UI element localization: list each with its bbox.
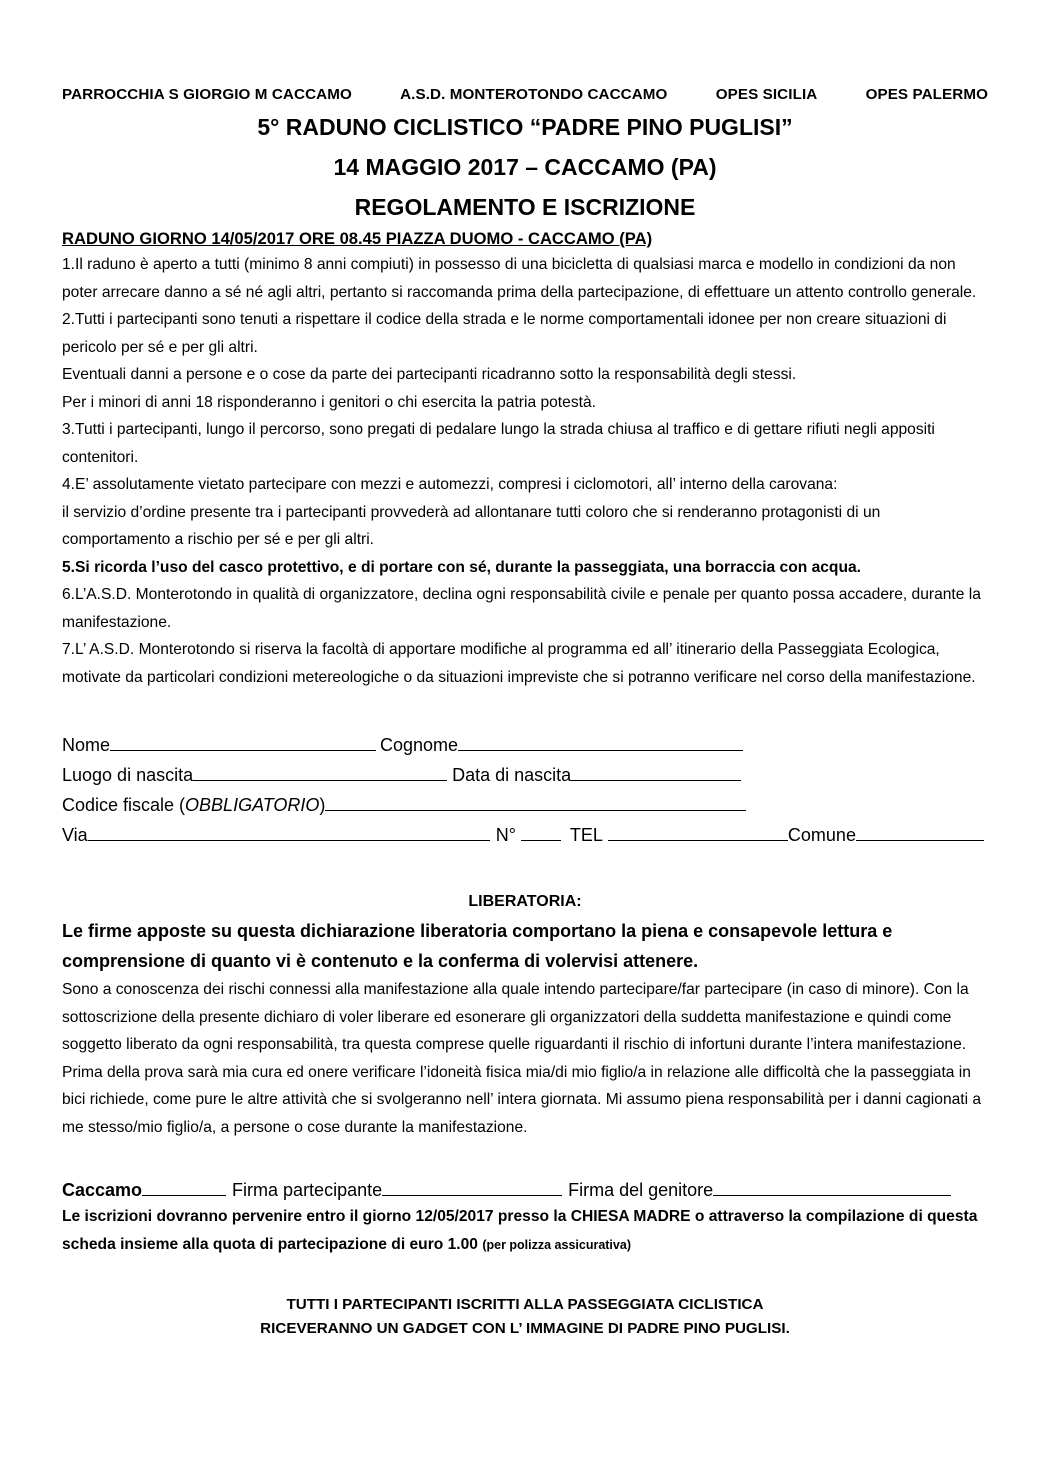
place-label: Caccamo [62,1180,143,1200]
deadline-note: (per polizza assicurativa) [482,1238,631,1252]
form-row-name [62,730,988,760]
footer-notice [62,1293,988,1341]
nome-label: Nome [62,735,111,755]
rule-4-service: il servizio d’ordine presente tra i partecipanti provvederà ad allontanare tutti coloro che si renderanno protagonisti di un comportamento a rischio per sé e per gli altri. [62,503,881,548]
footer-line-1: TUTTI I PARTECIPANTI ISCRITTI ALLA PASSEGGIATA CICLISTICA [286,1296,764,1313]
rule-2: 2.Tutti i partecipanti sono tenuti a rispettare il codice della strada e le norme comportamentali idonee per non creare situazioni di pericolo per sé e per gli altri. [62,311,947,356]
rule-6: 6.L’A.S.D. Monterotondo in qualità di organizzatore, declina ogni responsabilità civile e penale per quanto possa accadere, durante la manifestazione. [62,586,981,631]
data-nascita-label: Data di nascita [452,765,572,785]
event-title: 5° RADUNO CICLISTICO “PADRE PINO PUGLISI” [257,114,793,140]
deadline-text: Le iscrizioni dovranno pervenire entro il giorno 12/05/2017 presso la CHIESA MADRE o attraverso la compilazione di questa scheda insieme alla quota di partecipazione di euro 1.00 [62,1208,978,1253]
tel-field[interactable] [608,823,788,841]
rule-4: 4.E’ assolutamente vietato partecipare con mezzi e automezzi, compresi i ciclomotori, all’ interno della carovana: [62,476,838,493]
liberatoria-bold-statement: Le firme apposte su questa dichiarazione liberatoria comportano la piena e consapevole lettura e comprensione di quanto vi è contenuto e la conferma di volervisi attenere. [62,921,893,971]
rule-5: 5.Si ricorda l’uso del casco protettivo, e di portare con sé, durante la passeggiata, una borraccia con acqua. [62,558,861,576]
nome-field[interactable] [110,733,376,751]
luogo-nascita-field[interactable] [193,763,447,781]
cognome-field[interactable] [458,733,743,751]
codice-fiscale-field[interactable] [325,793,746,811]
registration-form [62,730,988,850]
comune-field[interactable] [856,823,984,841]
numero-label: N° [495,825,516,845]
luogo-nascita-label: Luogo di nascita [62,765,194,785]
firma-partecipante-field[interactable] [382,1178,562,1196]
comune-label: Comune [787,825,856,845]
liberatoria-heading: LIBERATORIA: [468,893,582,910]
cognome-label: Cognome [380,735,459,755]
document-page [62,86,988,1341]
rule-1: 1.Il raduno è aperto a tutti (minimo 8 anni compiuti) in possesso di una bicicletta di qualsiasi marca e modello in condizioni da non poter arrecare danno a sé né agli altri, pertanto si raccomanda prima della partecipazione, di effettuare un attento controllo generale. [62,256,977,301]
organizer-parish: PARROCCHIA S GIORGIO M CACCAMO [62,86,352,103]
numero-field[interactable] [521,823,561,841]
organizer-asd: A.S.D. MONTEROTONDO CACCAMO [400,86,668,103]
firma-genitore-label: Firma del genitore [568,1180,714,1200]
organizer-opes-sicilia: OPES SICILIA [715,86,818,103]
form-row-fiscal [62,790,988,820]
firma-genitore-field[interactable] [713,1178,951,1196]
codice-fiscale-label: Codice fiscale (OBBLIGATORIO) [62,795,326,815]
date-field[interactable] [142,1178,226,1196]
rule-2-damages: Eventuali danni a persone e o cose da parte dei partecipanti ricadranno sotto la responsabilità degli stessi. [62,366,797,383]
document-title: REGOLAMENTO E ISCRIZIONE [354,194,696,220]
data-nascita-field[interactable] [571,763,741,781]
via-label: Via [62,825,88,845]
deadline-notice [62,1203,988,1259]
event-date: 14 MAGGIO 2017 – CACCAMO (PA) [333,154,717,180]
form-row-address [62,820,988,850]
footer-line-2: RICEVERANNO UN GADGET CON L’ IMMAGINE DI PADRE PINO PUGLISI. [260,1320,790,1337]
rule-3: 3.Tutti i partecipanti, lungo il percorso, sono pregati di pedalare lungo la strada chiusa al traffico e di gettare rifiuti negli appositi contenitori. [62,421,935,466]
firma-partecipante-label: Firma partecipante [232,1180,383,1200]
organizers-line [62,86,988,103]
organizer-opes-palermo: OPES PALERMO [865,86,988,103]
signature-row [62,1177,988,1203]
tel-label: TEL [569,825,603,845]
form-row-birth [62,760,988,790]
rules-list [62,251,988,691]
via-field[interactable] [88,823,490,841]
rule-7: 7.L’ A.S.D. Monterotondo si riserva la facoltà di apportare modifiche al programma ed all’ itinerario della Passeggiata Ecologica, motivate da particolari condizioni metereologiche o da situazioni impreviste che si potranno verificare nel corso della manifestazione. [62,641,976,686]
rule-2-minors: Per i minori di anni 18 risponderanno i genitori o chi esercita la patria potestà. [62,393,596,411]
liberatoria-text: Sono a conoscenza dei rischi connessi alla manifestazione alla quale intendo partecipare/far partecipare (in caso di minore). Con la sottoscrizione della presente dichiaro di voler liberare ed esonerare gli organizzatori della suddetta manifestazione e quindi come soggetto liberato da ogni responsabilità, tra questa comprese quelle riguardanti il rischio di infortuni durante l’intera manifestazione. Prima della prova sarà mia cura ed onere verificare l’idoneità fisica mia/di mio figlio/a in relazione alle difficoltà che la passeggiata in bici richiede, come pure le altre attività che si svolgeranno nell’ intera giornata. Mi assumo piena responsabilità per i danni cagionati a me stesso/mio figlio/a, a persone o cose durante la manifestazione. [62,981,982,1136]
meeting-info: RADUNO GIORNO 14/05/2017 ORE 08.45 PIAZZA DUOMO - CACCAMO (PA) [62,229,653,248]
